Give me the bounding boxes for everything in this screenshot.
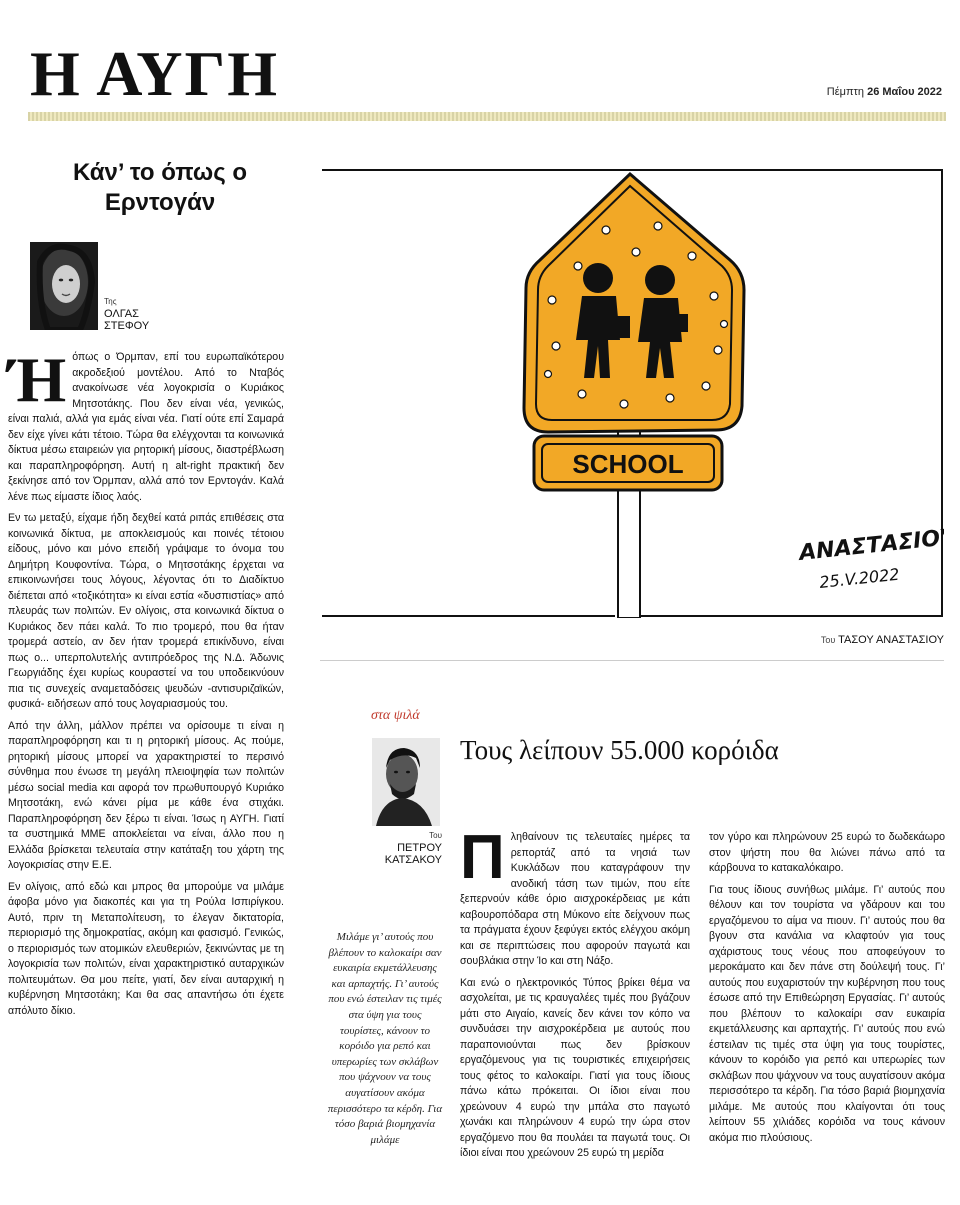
article2-paragraph: Για τους ίδιους συνήθως μιλάμε. Γι’ αυτούς που θέλουν και τον τουρίστα να γδάρουν και του εργαζόμενου το αίμα να πιουν. Γι’ αυτούς που θα βγουν στα κανάλια να κλαφτούν για τους αχάριστους τους νέους που αποφεύγουν το μεροκάματο και δεν πάνε στη δούλεψή τους. Γι’ αυτούς που ευχαριστούν την κυβέρνηση που τους έσωσε από την Επιθεώρηση Εργασίας. Γι’ αυτούς που βλέπουν το καλοκαίρι σαν ευκαιρία εκμετάλλευσης και αρπαχτής. Γι’ αυτούς που ενώ έστειλαν τις τιμές στα ύψη για τους τουρίστες, κάνουν το κορόιδο για ρεπό και υπερωρίες των σκλάβων που ψάχνουν να τους αυγατίσουν ακόμα περισσότερο τα κέρδη. Για τόσο βαριά βιομηχανία μιλάμε. Με αυτούς που κλαίγονται ότι τους λείπουν 55 χιλιάδες κορόιδα να τους κάνουν ακόμα πιο πλούσιους. (709, 883, 945, 1144)
author1-last: ΣΤΕΦΟΥ (104, 320, 150, 332)
article2-paragraph: Πληθαίνουν τις τελευταίες ημέρες τα ρεπορτάζ από τα νησιά των Κυκλάδων που καταγράφουν την ανοδική τάση των τιμών, που είτε ξεπερνούν κάθε όριο αισχροκέρδειας με κάτι καβουροπόδαρα στη Μύκονο είτε δείχνουν πως τα πράγματα έχουν ξεφύγει εκτός ελέγχου ακόμη και σε περιπτώσεις που αφορούν παγωτά και σουβλάκια στην Ίο και στη Νάξο. (460, 823, 690, 967)
article1-paragraph: Από την άλλη, μάλλον πρέπει να ορίσουμε τι είναι η παραπληροφόρηση και τι η ρητορική μίσους. Ας πούμε, ρητορική μίσους μπορεί να χαρακτηριστεί το περσινό σύνθημα που ένωσε τη μεγάλη πλειοψηφία των πολιτών μέσω social media και αφορά τον πρωθυπουργό Κυριάκο Μητσοτάκη, ενώ κάνει ρίμα με κάθε ένα στιχάκι. Παραπληροφόρηση δεν ξέρω τι είναι. Ίσως η ΑΥΓΗ. Γιατί τα συστημικά ΜΜΕ αποκλείεται να είναι, άλλο που η Ελλάδα βρίσκεται τελευταία στην κατάταξη του χάρτη της λογοκρισίας στην Ε.Ε. (8, 719, 284, 871)
author2-last: ΚΑΤΣΑΚΟΥ (384, 854, 442, 866)
sign-body (524, 174, 744, 432)
issue-date (827, 86, 942, 98)
article2-headline: Τους λείπουν 55.000 κορόιδα (460, 735, 779, 765)
author1-photo (30, 242, 98, 330)
school-plate-text: SCHOOL (572, 449, 684, 479)
article1-body (8, 344, 284, 1025)
article2-paragraph: Και ενώ ο ηλεκτρονικός Τύπος βρίκει θέμα να ασχολείται, με τις κραυγαλέες τιμές που βγάζουν μάτι στο Αιγαίο, κανείς δεν κάνει τον κόπο να συνδυάσει την αισχροκέρδεια με αυτούς που παραπονιούνται πως δεν βρίσκουν εργαζόμενους για τις τουριστικές επιχειρήσεις τους φέτος το καλοκαίρι. Γιατί για τους ίδιους πάνω κάτω πρόκειται. Οι ίδιοι είναι που χρεώνουν 4 ευρώ την μπάλα στο παγωτό χωνάκι και πληρώνουν 4 ευρώ την ώρα στον εργαζόμενο που θα πουλάει τα παγωτά τους. Οι ίδιοι είναι που χρεώνουν 25 ευρώ τη μερίδα (460, 976, 690, 1159)
article2-byline (372, 830, 442, 866)
article2-column-1 (460, 823, 690, 1168)
section-divider (320, 660, 944, 661)
article1-paragraph: Εν τω μεταξύ, είχαμε ήδη δεχθεί κατά ριπάς επιθέσεις στα κοινωνικά δίκτυα, με αποκλεισμούς και ποινές τέτοιου είδους, μόνο και μόνο επειδή γράψαμε το όνομα του Δημήτρη Κουφοντίνα. Τώρα, ο Μητσοτάκης έρχεται να επικοινωνήσει τους λόγους, λέγοντας ότι το Διαδίκτυο διέπεται από «τοξικότητα» κι είναι εστία «δυσπιστίας» από πλευράς των πολιτών. Εν ολίγοις, στα κοινωνικά δίκτυα ο Κυριάκος δεν πάει καλά. Το πιο τρομερό, που θα ήταν τρομερά αστείο, αν δεν ήταν τρομερά επικίνδυνο, είναι πως ο... υπερπολυτελής αντιπρόεδρος της Ν.Δ. Άδωνις Γεωργιάδης έχει κυρίως κουραστεί να του υποδεικνύουν πια τις συνεχείς αναμεταδόσεις ψευδών -αντισυριζαϊκών, φυσικά- ειδήσεων από τους λογαριασμούς του. (8, 512, 284, 710)
issue-date-value: 26 Μαΐου 2022 (867, 86, 942, 98)
cartoonist-signature: ΑΝΑΣΤΑΣΙΟΥ (798, 524, 944, 566)
cartoon-date: 25.V.2022 (818, 564, 901, 592)
pull-quote: Μιλάμε γι’ αυτούς που βλέπουν το καλοκαίρι σαν ευκαιρία εκμετάλλευσης και αρπαχτής. Γι’ αυτούς που ενώ έστειλαν τις τιμές στα ύψη για τους τουρίστες, κάνουν το κορόιδο για ρεπό και υπερωρίες των σκλάβων που ψάχνουν να τους αυγατίσουν ακόμα περισσότερο τα κέρδη. Για τόσο βαριά βιομηχανία μιλάμε (327, 931, 443, 1146)
school-sign-cartoon (320, 168, 944, 618)
article1-dropcap: Ή (8, 344, 67, 415)
byline-prefix: Του (429, 831, 442, 840)
author1-first: ΟΛΓΑΣ (104, 308, 139, 320)
credit-name: ΤΑΣΟΥ ΑΝΑΣΤΑΣΙΟΥ (838, 634, 944, 646)
article1-byline (104, 296, 149, 332)
author2-photo (372, 738, 440, 826)
credit-prefix: Του (820, 635, 836, 645)
article1-headline: Κάν’ το όπως ο Ερντογάν (72, 159, 248, 216)
article1-paragraph: Ήόπως ο Όρμπαν, επί του ευρωπαϊκότερου ακροδεξιού μοντέλου. Από το Νταβός ανακοίνωσε νέα λογοκρισία ο Κυριάκος Μητσοτάκης. Που δεν είναι νέα, γενικώς, είναι παλιά, αλλά για εμάς είναι νέα. Γιατί ούτε επί Σαμαρά δεν είχε γίνει κάτι τέτοιο. Τώρα θα ελέγχονται τα κοινωνικά δίκτυα μέσω εταιρειών για ρητορική μίσους, διαστρέβλωση και παραπληροφόρηση. Αυτή η alt-right πρακτική δεν ξεκίνησε από τον Όρμπαν, αλλά από τον Ερντογάν. Καλά λένε πως είμαστε ίδιος λαός. (8, 344, 284, 503)
article1-paragraph: Εν ολίγοις, από εδώ και μπρος θα μπορούμε να μιλάμε άφοβα μόνο για διακοπές και για τη Ρούλα Ισπιρίγκου. Αυτό, πριν τη Μεταπολίτευση, το έλεγαν δικτατορία, περιορισμό της δημοκρατίας, ακόμη και φασισμό. Γενικώς, ο περιορισμός των ατομικών ελευθεριών, ξεκινώντας με τη λογοκρισία των πολιτών, είναι χαρακτηριστικό αυταρχικών πολιτευμάτων. Θα μου πείτε, γιατί, δεν είναι αυταρχική η κυβέρνηση Μητσοτάκη; Και θα σας απαντήσω ότι έχετε απόλυτο δίκιο. (8, 880, 284, 1017)
section-label: στα ψιλά (371, 708, 420, 723)
author2-first: ΠΕΤΡΟΥ (397, 842, 442, 854)
article2-column-2 (709, 830, 945, 1152)
byline-prefix: Της (104, 297, 117, 306)
article2-dropcap: Π (460, 823, 505, 892)
issue-day: Πέμπτη (826, 86, 865, 98)
newspaper-masthead: Η ΑΥΓΗ (30, 38, 279, 109)
article2-paragraph: τον γύρο και πληρώνουν 25 ευρώ το δωδεκάωρο στον ψήστη που θα λιώνει πάνω από τα κάρβουνα το κατακαλόκαιρο. (709, 831, 945, 874)
cartoon-credit (821, 634, 944, 646)
masthead-rule (28, 112, 946, 121)
